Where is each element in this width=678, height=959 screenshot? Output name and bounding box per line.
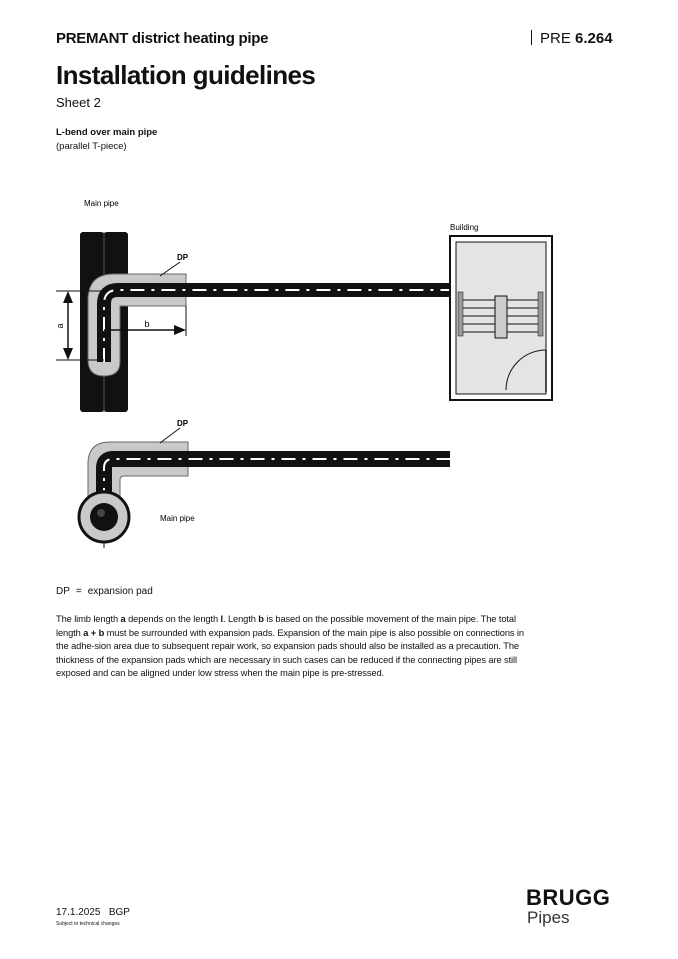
legend-term: DP [56,586,70,597]
label-building: Building [450,223,479,232]
doc-number: 6.264 [575,30,613,47]
legend [56,586,153,597]
label-main-pipe-top: Main pipe [84,199,119,208]
body-text-5: must be surrounded with expansion pads. Expansion of the main pipe is also possible on connections in the adhe-sion area due to subsequent repair work, so expansion pads should also be installed as a precaution. The thickness of the expansion pads which are necessary in such cases can be reduced if the connecting pipes are still exposed and can be aligned under low stress when the main pipe is pre-stressed. [56,627,524,679]
label-b: b [144,319,150,329]
main-pipe-cross-section [78,490,130,548]
footer-note: Subject to technical changes [56,921,120,927]
page-title: Installation guidelines [56,60,316,90]
dp-leader-side [160,428,180,443]
header-product-title: PREMANT district heating pipe [56,30,269,47]
doc-prefix: PRE [540,30,571,47]
body-term-ab: a + b [83,627,105,638]
label-a: a [55,323,65,329]
l-bend-pipe-side [104,459,450,502]
header-divider [531,30,532,45]
legend-definition: expansion pad [87,586,153,597]
brugg-logo: BRUGG [526,885,611,910]
brugg-logo-subtitle: Pipes [527,908,570,927]
footer-date: 17.1.2025 BGP [56,907,130,918]
sheet-label: Sheet 2 [56,95,101,110]
section-title: L-bend over main pipe [56,127,158,138]
legend-eq: = [75,586,82,597]
body-term-l: l [220,614,223,624]
body-text-4: is based on the possible movement of the main pipe. The total length [56,614,516,638]
label-dp-top: DP [177,253,189,262]
body-term-b: b [258,614,264,624]
body-term-a: a [120,614,126,624]
label-main-pipe-bottom: Main pipe [160,514,195,523]
header-document-reference [531,30,613,47]
body-text-2: depends on the length [125,614,221,624]
body-paragraph [56,613,526,681]
body-text-1: The limb length [56,614,121,624]
label-dp-bottom: DP [177,419,189,428]
installation-diagram [0,185,678,565]
body-text-3: . Length [223,614,259,624]
section-subtitle: (parallel T-piece) [56,141,127,152]
building [450,236,552,400]
